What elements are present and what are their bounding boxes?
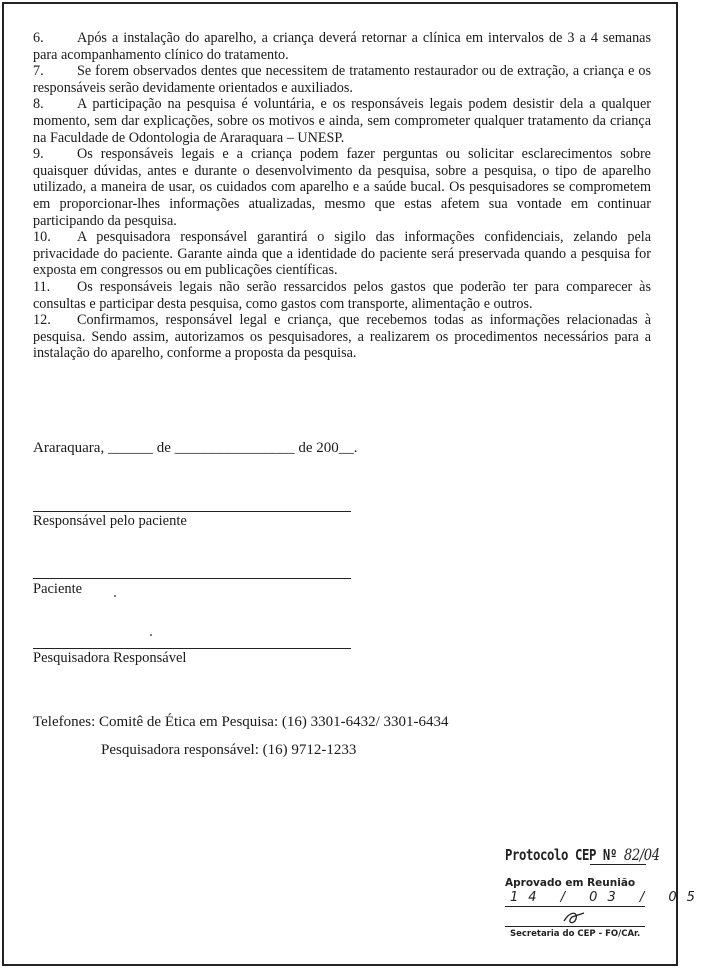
item-text: Se forem observados dentes que necessitem de tratamento restaurador ou de extração, a criança e os responsáveis serão devidamente orientados e auxiliados. [33, 63, 651, 96]
stamp-signature-mark [560, 907, 590, 929]
consent-item-9 [33, 146, 651, 229]
stamp-protocol-number: 82/04 [623, 845, 660, 864]
stamp-date: 14 / 03 / 05 [510, 890, 705, 905]
item-number: 6. [33, 30, 44, 46]
date-line: Araraquara, ______ de ________________ de 200__. [33, 440, 358, 456]
signature-label-researcher: Pesquisadora Responsável [33, 650, 187, 666]
consent-item-12 [33, 312, 651, 362]
signature-line-patient [33, 578, 351, 579]
phone-line-committee: Telefones: Comitê de Ética em Pesquisa: (16) 3301-6432/ 3301-6434 [33, 714, 449, 730]
item-text: Confirmamos, responsável legal e criança, que recebemos todas as informações relacionadas à pesquisa. Sendo assim, autorizamos os pesquisadores, a realizarem os procedimentos necessários para a instalação do aparelho, conforme a proposta da pesquisa. [33, 312, 651, 362]
stamp-approved-label: Aprovado em Reunião [505, 877, 636, 889]
item-number: 8. [33, 96, 44, 113]
phone-line-researcher: Pesquisadora responsável: (16) 9712-1233 [101, 742, 357, 758]
item-text: Os responsáveis legais e a criança podem fazer perguntas ou solicitar esclarecimentos sobre quaisquer dúvidas, antes e durante o desenvolvimento da pesquisa, sobre a pesquisa, o tipo de aparelho utilizado, a maneira de usar, os cuidados com aparelho e a saúde bucal. Os pesquisadores se comprometem em proporcionar-lhes informações atualizadas, mesmo que estas afetem sua vontade em continuar participando da pesquisa. [33, 146, 651, 229]
item-text: A participação na pesquisa é voluntária, e os responsáveis legais podem desistir dela a qualquer momento, sem dar explicações, sobre os motivos e ainda, sem comprometer qualquer tratamento da criança na Faculdade de Odontologia de Araraquara – UNESP. [33, 96, 651, 146]
consent-item-11 [33, 279, 651, 312]
scan-speck [150, 634, 152, 636]
item-number: 12. [33, 312, 51, 329]
signature-label-guardian: Responsável pelo paciente [33, 513, 187, 529]
consent-item-6 [33, 30, 651, 63]
approval-stamp [500, 845, 705, 945]
scan-speck [114, 595, 116, 597]
signature-line-researcher [33, 648, 351, 649]
item-text: Os responsáveis legais não serão ressarcidos pelos gastos que poderão ter para comparecer às consultas e participar desta pesquisa, como gastos com transporte, alimentação e outros. [33, 278, 651, 312]
item-number: 7. [33, 63, 44, 80]
item-text: A pesquisadora responsável garantirá o sigilo das informações confidenciais, zelando pela privacidade do paciente. Garante ainda que a identidade do paciente será preservada quando a pesquisa for exposta em congressos ou em publicações científicas. [33, 229, 651, 279]
signature-label-patient: Paciente [33, 581, 83, 597]
signature-line-guardian [33, 511, 351, 512]
consent-item-7 [33, 63, 651, 96]
stamp-protocol-label: Protocolo CEP Nº [505, 846, 617, 864]
stamp-protocol-rule [590, 864, 646, 865]
stamp-protocol [505, 845, 660, 864]
consent-item-8 [33, 96, 651, 146]
item-number: 11. [33, 278, 51, 295]
consent-items [33, 30, 651, 362]
item-text: Após a instalação do aparelho, a criança deverá retornar a clínica em intervalos de 3 a 4 semanas para acompanhamento clínico do tratamento. [33, 30, 651, 63]
stamp-secretary: Secretaria do CEP - FO/CAr. [510, 929, 641, 939]
item-number: 10. [33, 229, 51, 246]
item-number: 9. [33, 146, 44, 163]
consent-item-10 [33, 229, 651, 279]
